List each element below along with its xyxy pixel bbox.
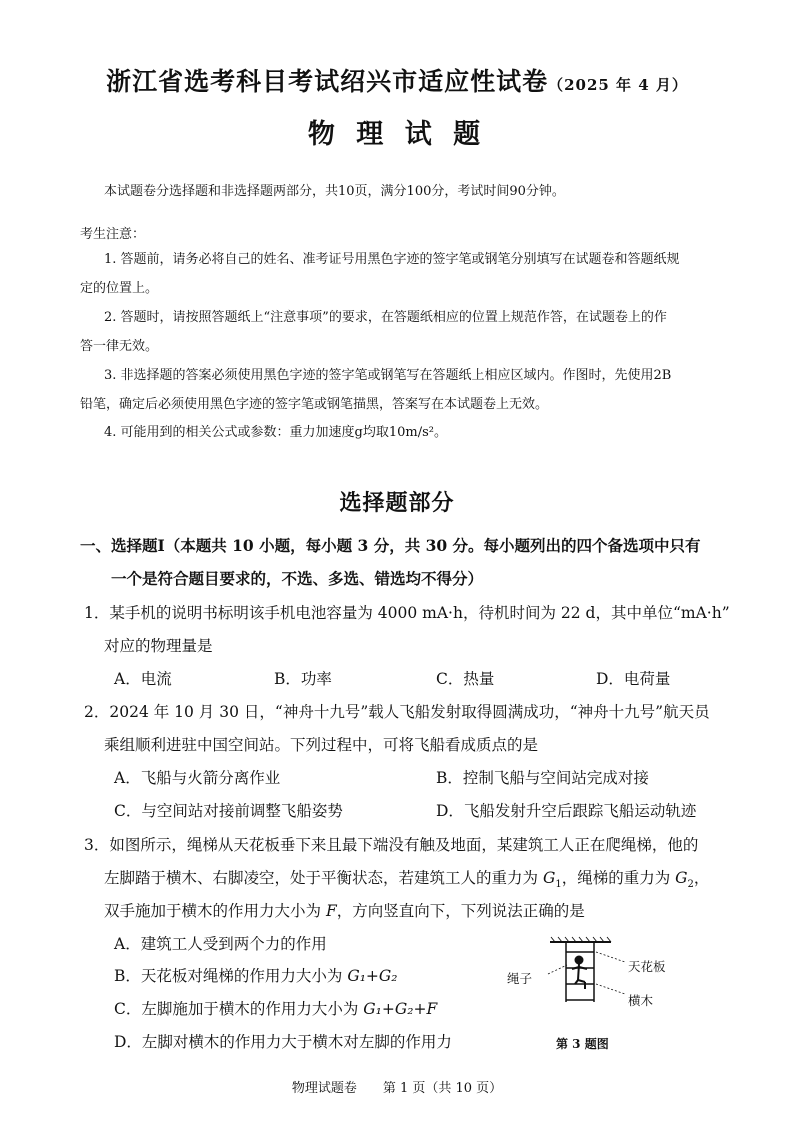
part1-heading-line1: 一、选择题Ⅰ（本题共 10 小题，每小题 3 分，共 30 分。每小题列出的四个备选项中只有: [80, 536, 701, 555]
exam-title: [0, 62, 794, 98]
q3-option-d: D．左脚对横木的作用力大于横木对左脚的作用力: [114, 1033, 452, 1051]
section-title: 选择题部分: [339, 490, 455, 516]
figure-label-rung: 横木: [628, 993, 654, 1008]
note-line: 2. 答题时，请按照答题纸上“注意事项”的要求，在答题纸相应的位置上规范作答，在试题卷上的作: [104, 310, 667, 325]
var-g2: G: [675, 869, 688, 887]
q2-option-a: A．飞船与火箭分离作业: [114, 769, 281, 787]
q3-stem-line2: 左脚踏于横木、右脚凌空，处于平衡状态，若建筑工人的重力为 $G_1$，绳梯的重力为 $G_2$，: [104, 869, 710, 891]
var-f: F: [325, 902, 337, 920]
note-line: 3. 非选择题的答案必须使用黑色字迹的签字笔或钢笔写在答题纸上相应区域内。作图时，先使用2B: [104, 368, 672, 383]
notes-heading: 考生注意：: [80, 227, 146, 242]
figure-caption: 第 3 题图: [556, 1037, 609, 1051]
figure-leader-lines: [530, 950, 640, 1010]
figure-label-rope: 绳子: [507, 971, 533, 986]
q1-option-a: A．电流: [114, 670, 172, 688]
q1-stem-line1: 1．某手机的说明书标明该手机电池容量为 4000 mA·h，待机时间为 22 d，其中单位“mA·h”: [84, 604, 730, 622]
q1-option-b: B．功率: [274, 670, 332, 688]
q3-stem-line1: 3．如图所示，绳梯从天花板垂下来且最下端没有触及地面，某建筑工人正在爬绳梯，他的: [84, 836, 699, 854]
note-line: 1. 答题前，请务必将自己的姓名、准考证号用黑色字迹的签字笔或钢笔分别填写在试题卷和答题纸规: [104, 252, 680, 267]
q1-option-c: C．热量: [436, 670, 495, 688]
q3-option-c: C．左脚施加于横木的作用力大小为 G₁+G₂+F: [114, 1000, 438, 1018]
page-footer: 物理试题卷 第 1 页（共 10 页）: [291, 1081, 503, 1096]
note-line: 4. 可能用到的相关公式或参数：重力加速度g均取10m/s²。: [104, 425, 447, 440]
q3-option-a: A．建筑工人受到两个力的作用: [114, 935, 327, 953]
part1-heading-line2: 一个是符合题目要求的，不选、多选、错选均不得分）: [111, 569, 484, 588]
note-line: 定的位置上。: [80, 281, 159, 296]
note-line: 铅笔，确定后必须使用黑色字迹的签字笔或钢笔描黑，答案写在本试题卷上无效。: [80, 397, 549, 412]
exam-subject: 物 理 试 题: [307, 119, 487, 150]
q2-option-c: C．与空间站对接前调整飞船姿势: [114, 802, 343, 820]
exam-intro: 本试题卷分选择题和非选择题两部分，共10页，满分100分，考试时间90分钟。: [104, 184, 565, 199]
figure-label-ceiling: 天花板: [628, 959, 666, 974]
exam-title-date: （2025 年 4 月）: [548, 76, 688, 94]
q1-option-d: D．电荷量: [596, 670, 671, 688]
q3-option-b: B．天花板对绳梯的作用力大小为 G₁+G₂: [114, 967, 398, 985]
exam-title-main: 浙江省选考科目考试绍兴市适应性试卷: [106, 67, 549, 96]
q2-stem-line1: 2．2024 年 10 月 30 日，“神舟十九号”载人飞船发射取得圆满成功，“神舟十九号”航天员: [84, 703, 710, 721]
var-g1: G: [542, 869, 556, 887]
q1-stem-line2: 对应的物理量是: [104, 637, 213, 655]
q2-option-b: B．控制飞船与空间站完成对接: [436, 769, 649, 787]
q2-option-d: D．飞船发射升空后跟踪飞船运动轨迹: [436, 802, 697, 820]
note-line: 答一律无效。: [80, 339, 159, 354]
q3-stem-line3: 双手施加于横木的作用力大小为 F，方向竖直向下，下列说法正确的是: [104, 902, 585, 920]
q2-stem-line2: 乘组顺利进驻中国空间站。下列过程中，可将飞船看成质点的是: [104, 736, 539, 754]
